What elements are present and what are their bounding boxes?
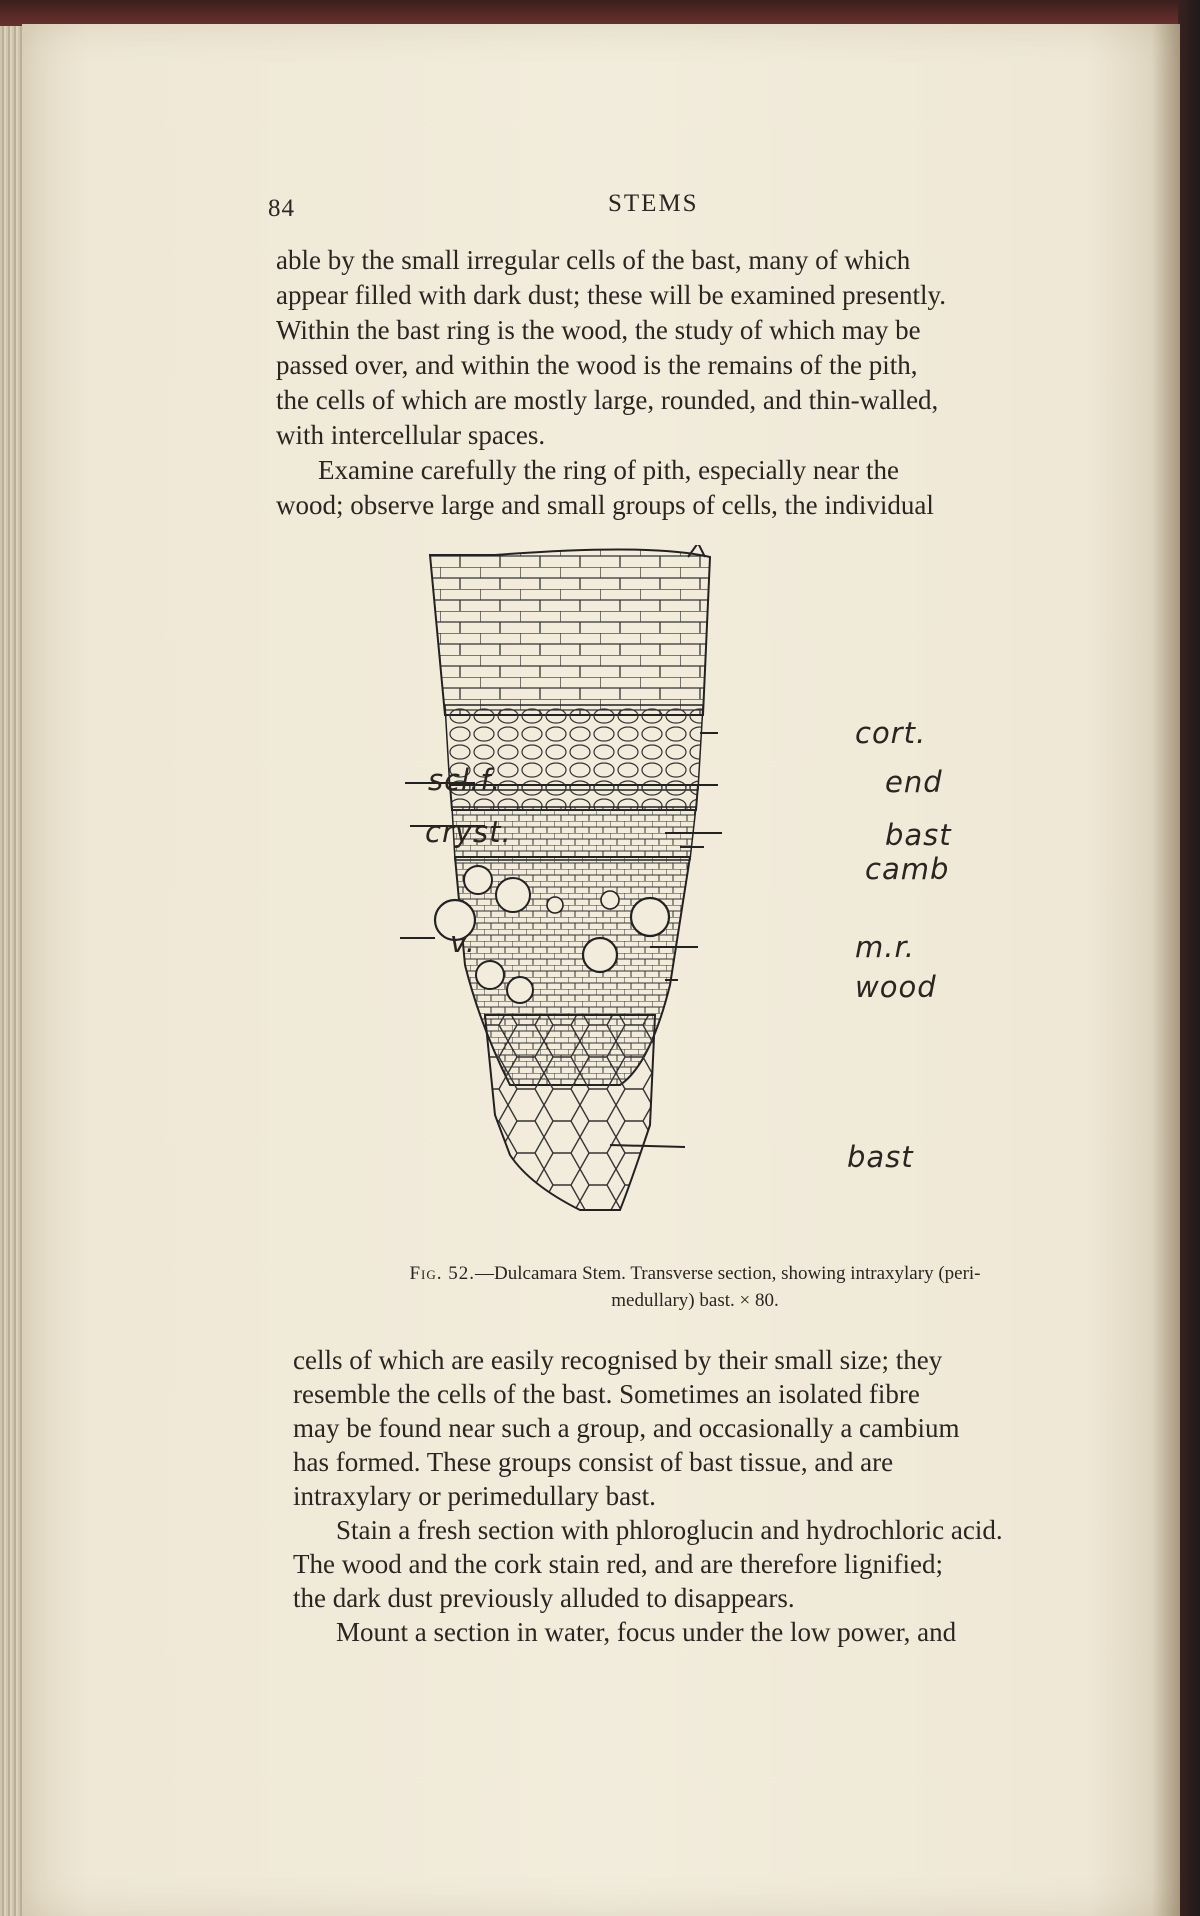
text-line: may be found near such a group, and occasionally a cambium [293,1413,960,1443]
page-stack-edge [0,26,24,1916]
page-number: 84 [268,195,295,222]
text-line: intraxylary or perimedullary bast. [293,1481,656,1511]
caption-text: —Dulcamara Stem. Transverse section, showing intraxylary (peri- [475,1263,981,1284]
label-endodermis: end [885,765,943,799]
text-line: Within the bast ring is the wood, the study of which may be [276,315,921,345]
text-line: the cells of which are mostly large, rounded, and thin-walled, [276,385,939,415]
text-line: has formed. These groups consist of bast tissue, and are [293,1447,894,1477]
label-crystal: cryst. [425,815,512,849]
text-line: with intercellular spaces. [276,420,546,450]
label-vessel: v. [450,925,477,959]
text-line: Stain a fresh section with phloroglucin and hydrochloric acid. [336,1515,1003,1545]
text-line: able by the small irregular cells of the bast, many of which [276,245,911,275]
gutter-shadow [1152,24,1180,1916]
text-line: Mount a section in water, focus under the low power, and [336,1617,957,1647]
text-line: resemble the cells of the bast. Sometimes an isolated fibre [293,1379,920,1409]
text-line: passed over, and within the wood is the remains of the pith, [276,350,918,380]
running-title: STEMS [608,190,699,217]
figure-caption [300,1260,1090,1314]
label-wood: wood [855,970,937,1004]
book-cover-right [1178,0,1200,1916]
page-header [248,185,1098,225]
label-bast-upper: bast [885,818,952,852]
caption-figure-number: Fig. 52. [409,1263,476,1284]
label-medullary-ray: m.r. [855,930,915,964]
text-line: The wood and the cork stain red, and are therefore lignified; [293,1549,943,1579]
label-sclerenchyma-fibre: scl.f. [428,763,502,797]
text-line: wood; observe large and small groups of cells, the individual [276,490,934,520]
text-line: cells of which are easily recognised by their small size; they [293,1345,943,1375]
label-bast-lower: bast [847,1140,914,1174]
caption-text-line2: medullary) bast. × 80. [611,1290,779,1311]
text-line: the dark dust previously alluded to disappears. [293,1583,795,1613]
label-cortex: cort. [855,716,927,750]
text-line: Examine carefully the ring of pith, especially near the [318,455,900,485]
text-line: appear filled with dark dust; these will be examined presently. [276,280,947,310]
label-cambium: camb [865,852,950,886]
